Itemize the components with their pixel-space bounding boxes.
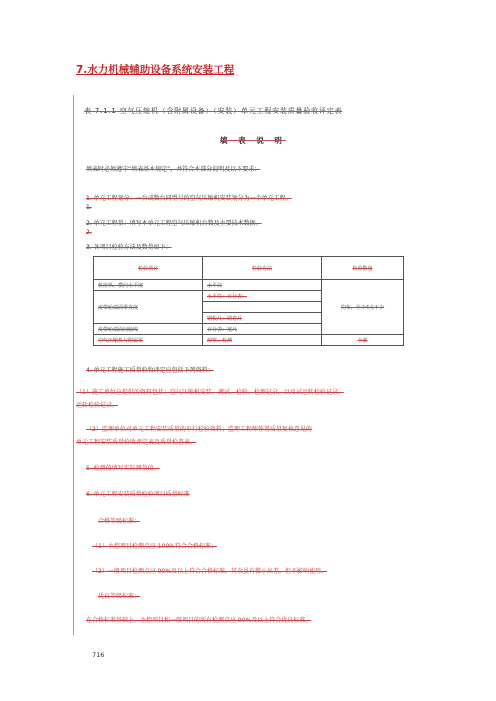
excellent-title: 优良等级标准： [98,593,141,600]
page-number: 716 [92,651,105,659]
cell-method: 水平仪 [203,280,322,291]
table-header-row [94,257,404,280]
paragraph-1: （1）施工单位应提供的资料包括：空气压缩机安装、调试、检验、检测记录，以及试运转检验记录。 [76,389,344,396]
qualified-title: 合格等级标准： [98,518,141,525]
cell-method: 水平仪：百分表： [203,291,322,302]
item-2: 2. 单元工程量：填写本单元工程空气压缩机台数及主要技术数据。 [86,220,262,227]
margin-rule [73,95,74,635]
intro-text: 填表时必须遵守“填表基本规定”，并符合本部分说明及以下要求： [86,166,261,173]
item-6: 6. 单元工程安装质量检验项目质量标准 [86,491,190,498]
header-method: 检验方法 [203,257,322,280]
section-title: 填 表 说 明 [220,136,286,145]
item-5: 5. 检测值填写实际测量值。 [86,465,160,472]
table-row [94,335,404,346]
excellent-rule: 在合格标准基础上，主控项目和一般项目的所有检测点应 90%及以上符合优良标准。 [86,617,312,624]
qualified-rule-1: （1）主控项目检测点应 100%符合合格标准； [92,543,217,550]
cell-quantity: 均布，至少4点不少 [322,280,404,335]
header-quantity: 检验数量 [322,257,404,280]
paragraph-2-wrap: 单元工程安装质量验收评定表及质量检查表。 [76,439,197,446]
item-2-blank: 2. [86,229,92,236]
cell-method-blank [203,302,322,313]
cell-method: 观察、检测 [203,335,322,346]
cell-item: 机座纵、横向水平度 [94,280,203,291]
item-3: 3. 各项目检验方法及数量如下： [86,244,172,251]
cell-item: 皮带轮端面垂直度 [94,291,203,324]
cell-quantity: 全部 [322,335,404,346]
paragraph-2: （2）监理单位对单元工程安装质量的平行检验资料；监理工程师签署质量复核意见的 [86,426,312,433]
cell-method: 百分表：塞尺 [203,324,322,335]
qualified-rule-2: （2）一般项目检测点应 90%及以上符合合格标准，其余虽有微小出差，但不影响使用。 [92,568,328,575]
inspection-table [93,256,404,346]
paragraph-1-wrap: 运转检验记录。 [76,402,119,409]
cell-item: 空气压缩机与附属零 [94,335,203,346]
form-title: 表 7.1.1 空气压缩机（含附属设备）（安装）单元工程安装质量验收评定表 [84,107,343,115]
item-1: 1. 单元工程划分：一台或数台同型号的空气压缩机安装划分为一个单元工程。 [86,195,292,202]
header-item: 检验项目 [94,257,203,280]
table-row [94,280,404,291]
cell-item: 皮带轮端面间轴线 [94,324,203,335]
item-4: 4. 单元工程施工质量验收评定应包括下列资料： [86,367,214,374]
item-1-blank: 1. [86,204,92,211]
cell-method: 钢板尺：钢卷尺 [203,313,322,324]
chapter-title: 7.水力机械辅助设备系统安装工程 [76,64,235,76]
